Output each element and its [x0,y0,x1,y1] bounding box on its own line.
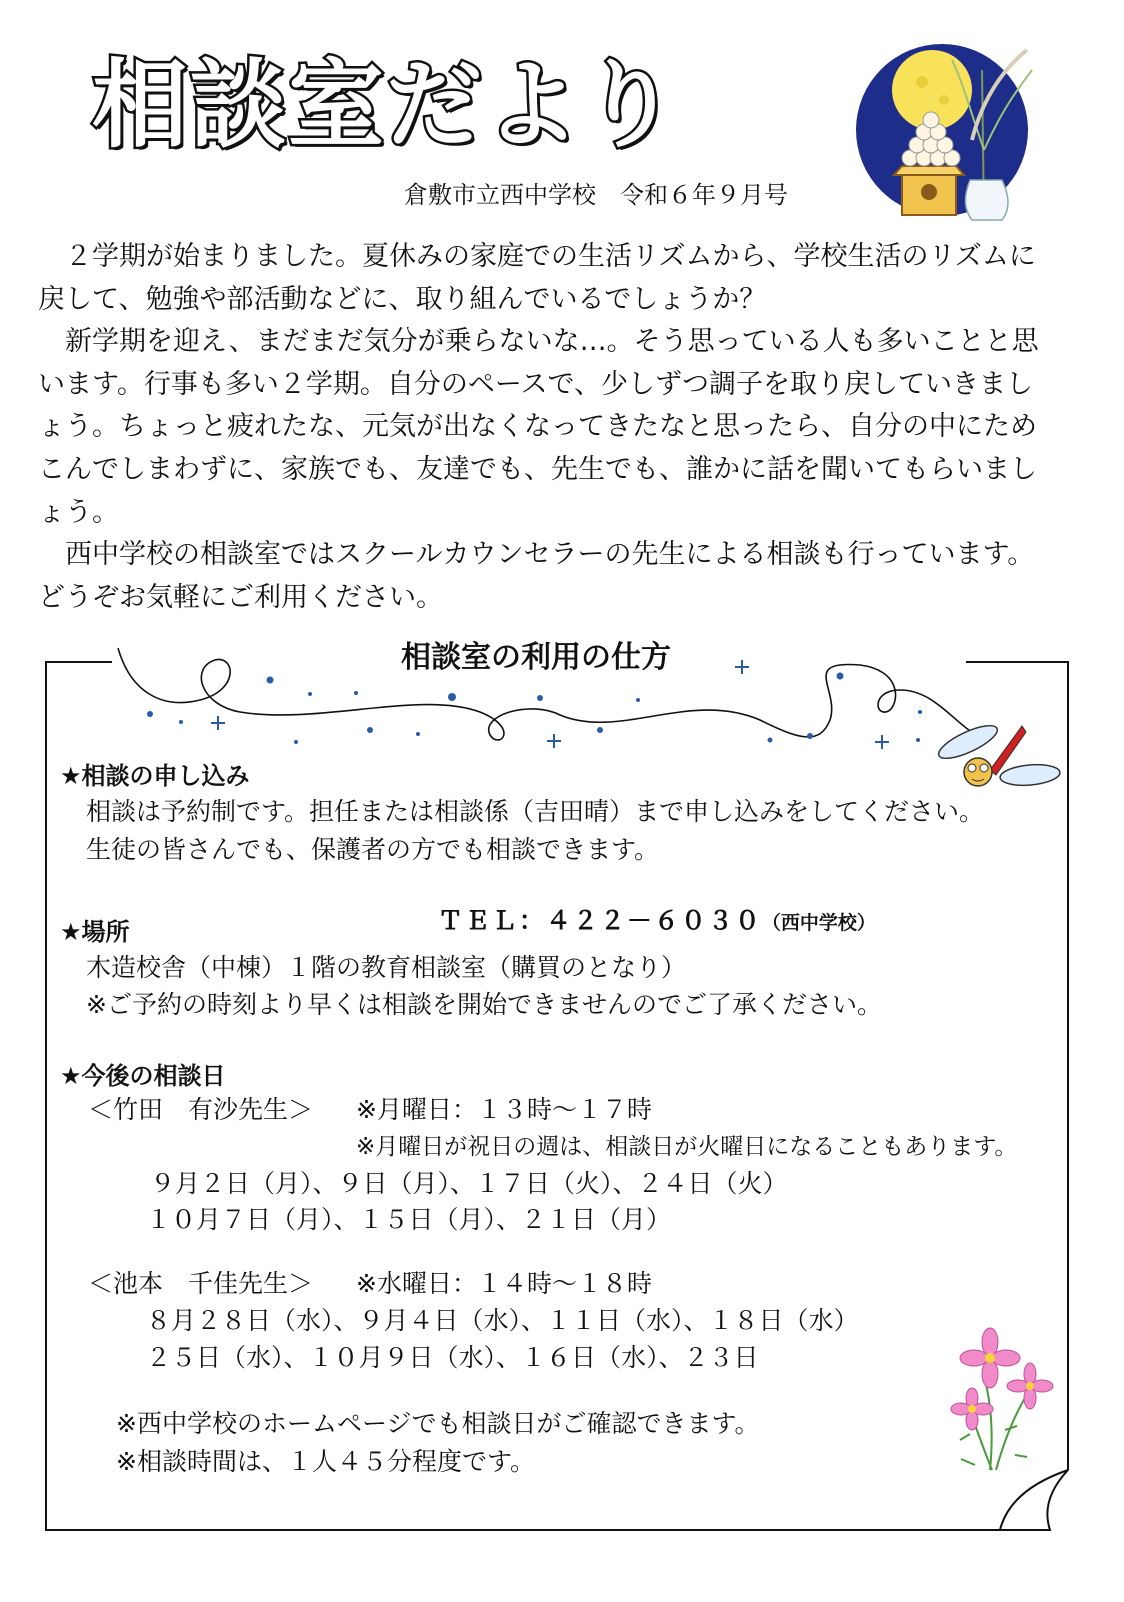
note-homepage: ※西中学校のホームページでも相談日がご確認できます。 [116,1409,760,1438]
tel-note: （西中学校） [761,912,876,934]
counselor-1-note: ※月曜日が祝日の週は、相談日が火曜日になることもあります。 [356,1134,1018,1160]
counselor-2-dates-b: ２５日（水）、１０月９日（水）、１６日（水）、２３日 [146,1343,759,1372]
counselor-1-dates-b: １０月７日（月）、１５日（月）、２１日（月） [146,1205,672,1234]
apply-line-2: 生徒の皆さんでも、保護者の方でも相談できます。 [86,835,660,864]
box-title: 相談室の利用の仕方 [360,632,712,676]
counselor-1-dates-a: ９月２日（月）、９日（月）、１７日（火）、２４日（火） [150,1169,788,1198]
intro-text [38,236,1048,619]
phone-number [422,872,876,937]
moon-viewing-illustration [852,30,1052,230]
place-heading: ★場所 [60,918,130,946]
tel-number: ＴＥＬ：４２２－６０３０ [437,906,762,935]
dragonfly-icon [935,719,1061,787]
counselor-2-name: ＜池本 千佳先生＞ [88,1269,314,1298]
place-line-1: 木造校舎（中棟）１階の教育相談室（購買のとなり） [86,953,687,982]
intro-paragraph: ２学期が始まりました。夏休みの家庭での生活リズムから、学校生活のリズムに戻して、勉強や部活動などに、取り組んでいるでしょうか？ [38,241,1036,315]
counselor-1-name: ＜竹田 有沙先生＞ [88,1095,314,1124]
apply-heading: ★相談の申し込み [60,762,250,790]
intro-paragraph: 新学期を迎え、まだまだ気分が乗らないな…。そう思っている人も多いことと思います。行事も多い２学期。自分のペースで、少しずつ調子を取り戻していきましょう。ちょっと疲れたな、元気が出なくなってきたなと思ったら、自分の中にためこんでしまわずに、家族でも、友達でも、先生でも、誰かに話を聞いてもらいましょう。 [38,326,1039,528]
note-duration: ※相談時間は、１人４５分程度です。 [116,1447,535,1476]
counselor-2-time: ※水曜日：１４時～１８時 [356,1269,652,1298]
school-and-issue: 倉敷市立西中学校 令和６年９月号 [404,181,788,209]
counselor-2-dates-a: ８月２８日（水）、９月４日（水）、１１日（水）、１８日（水） [146,1306,859,1335]
place-line-2: ※ご予約の時刻より早くは相談を開始できませんのでご了承ください。 [86,990,882,1019]
apply-line-1: 相談は予約制です。担任または相談係（吉田晴）まで申し込みをしてください。 [86,797,985,826]
counselor-1-time: ※月曜日：１３時～１７時 [356,1095,652,1124]
cosmos-flowers-icon [951,1328,1053,1470]
intro-paragraph: 西中学校の相談室ではスクールカウンセラーの先生による相談も行っています。どうぞお気軽にご利用ください。 [38,539,1035,613]
newsletter-title: 相談室だより [92,49,680,161]
schedule-heading: ★今後の相談日 [60,1062,226,1090]
